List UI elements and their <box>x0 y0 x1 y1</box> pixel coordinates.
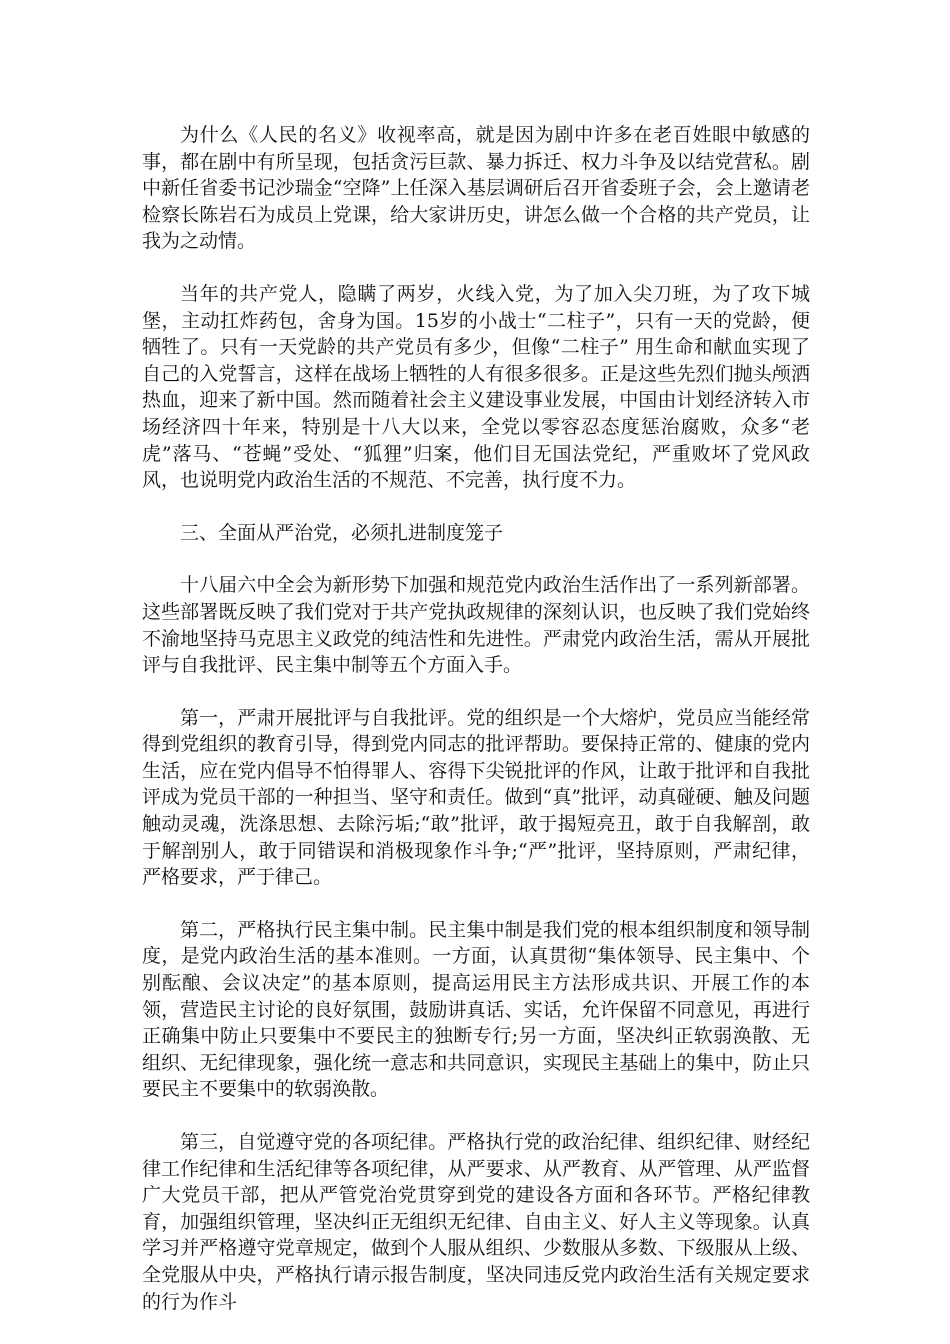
document-page <box>142 122 810 1341</box>
section-heading: 三、全面从严治党，必须扎进制度笼子 <box>180 521 504 544</box>
paragraph-discipline: 第三，自觉遵守党的各项纪律。严格执行党的政治纪律、组织纪律、财经纪律工作纪律和生活纪律等各项纪律，从严要求、从严教育、从严管理、从严监督广大党员干部，把从严管党治党贯穿到党的建设各方面和各环节。严格纪律教育，加强组织管理，坚决纠正无组织无纪律、自由主义、好人主义等现象。认真学习并严格遵守党章规定，做到个人服从组织、少数服从多数、下级服从上级、全党服从中央，严格执行请示报告制度，坚决同违反党内政治生活有关规定要求的行为作斗 <box>142 1131 810 1313</box>
paragraph-criticism: 第一，严肃开展批评与自我批评。党的组织是一个大熔炉，党员应当能经常得到党组织的教育引导，得到党内同志的批评帮助。要保持正常的、健康的党内生活，应在党内倡导不怕得罪人、容得下尖锐批评的作风，让敢于批评和自我批评成为党员干部的一种担当、坚守和责任。做到“真”批评，动真碰硬、触及问题触动灵魂，洗涤思想、去除污垢;“敢”批评，敢于揭短亮丑，敢于自我解剖，敢于解剖别人，敢于同错误和消极现象作斗争;“严”批评，坚持原则，严肃纪律，严格要求，严于律己。 <box>142 706 810 889</box>
paragraph-sixth-plenum: 十八届六中全会为新形势下加强和规范党内政治生活作出了一系列新部署。这些部署既反映了我们党对于共产党执政规律的深刻认识，也反映了我们党始终不渝地坚持马克思主义政党的纯洁性和先进性。严肃党内政治生活，需从开展批评与自我批评、民主集中制等五个方面入手。 <box>142 574 810 677</box>
paragraph-democratic-centralism: 第二，严格执行民主集中制。民主集中制是我们党的根本组织制度和领导制度，是党内政治生活的基本准则。一方面，认真贯彻“集体领导、民主集中、个别酝酿、会议决定”的基本原则，提高运用民主方法形成共识、开展工作的本领，营造民主讨论的良好氛围，鼓励讲真话、实话，允许保留不同意见，再进行正确集中防止只要集中不要民主的独断专行;另一方面，坚决纠正软弱涣散、无组织、无纪律现象，强化统一意志和共同意识，实现民主基础上的集中，防止只要民主不要集中的软弱涣散。 <box>142 918 810 1101</box>
paragraph-martyrs: 当年的共产党人，隐瞒了两岁，火线入党，为了加入尖刀班，为了攻下城堡，主动扛炸药包，舍身为国。15岁的小战士“二柱子”，只有一天的党龄，便牺牲了。只有一天党龄的共产党员有多少，但像“二柱子” 用生命和献血实现了自己的入党誓言，这样在战场上牺牲的人有很多很多。正是这些先烈们抛头颅洒热血，迎来了新中国。然而随着社会主义建设事业发展，中国由计划经济转入市场经济四十年来，特别是十八大以来，全党以零容忍态度惩治腐败，众多“老虎”落马、“苍蝇”受处、“狐狸”归案，他们目无国法党纪，严重败坏了党风政风，也说明党内政治生活的不规范、不完善，执行度不力。 <box>142 282 810 492</box>
paragraph-drama-intro: 为什么《人民的名义》收视率高，就是因为剧中许多在老百姓眼中敏感的事，都在剧中有所呈现，包括贪污巨款、暴力拆迁、权力斗争及以结党营私。剧中新任省委书记沙瑞金“空降”上任深入基层调研后召开省委班子会，会上邀请老检察长陈岩石为成员上党课，给大家讲历史，讲怎么做一个合格的共产党员，让我为之动情。 <box>142 124 810 253</box>
